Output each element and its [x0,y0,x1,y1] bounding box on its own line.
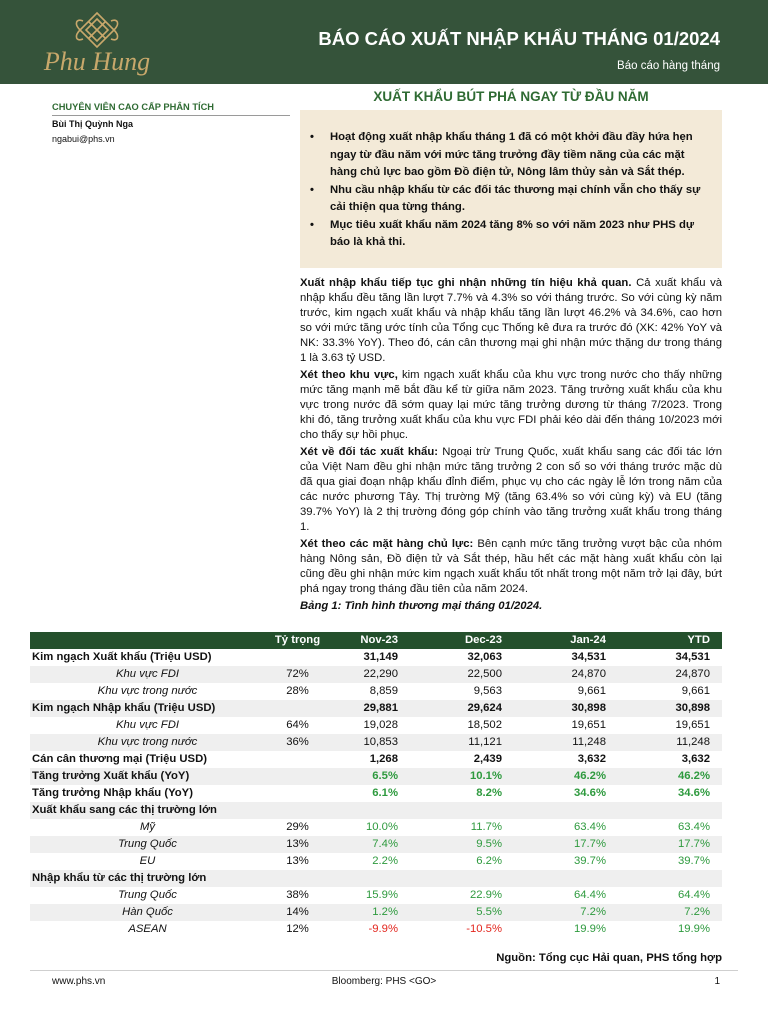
paragraph-text: kim ngạch xuất khẩu của khu vực trong nước cho thấy những mức tăng mạnh mẽ bắt đầu kể từ giữa năm 2023. Tăng trưởng xuất khẩu của khu vực trong nước đã sớm quay lại mức tăng trưởng dương từ tháng 7/2023. Trong khi đó, tăng trưởng xuất khẩu của khu vực FDI phải kéo dài đến tháng 10/2023 mới cho thấy sự hồi phục. [300,369,723,441]
weight-cell: 72% [265,666,330,683]
dec-23-cell: 5.5% [410,904,514,921]
jan-24-cell: 63.4% [573,821,606,833]
table-row [30,785,722,802]
table-head [30,632,722,649]
dec-23-cell: 10.1% [410,768,514,785]
table-row [30,666,722,683]
table-row [30,683,722,700]
nov-23-cell: 15.9% [365,889,398,901]
dec-23-cell: 29,624 [410,700,514,717]
weight-cell: 29% [286,821,309,833]
nov-23-cell: 22,290 [330,666,410,683]
analyst-name: Bùi Thị Quỳnh Nga [52,119,133,129]
ytd-cell: 9,661 [681,685,710,697]
row-label: Hàn Quốc [30,904,265,921]
bullet-icon: • [310,218,314,231]
table-body [30,649,722,938]
jan-24-cell: 64.4% [573,889,606,901]
table-row [30,649,722,666]
jan-24-column-header: Jan-24 [514,632,618,649]
dec-23-cell [410,802,514,819]
dec-23-cell: -10.5% [466,923,502,935]
ytd-cell: 34.6% [677,787,710,799]
weight-cell [265,700,330,717]
jan-24-cell [514,870,618,887]
paragraph-text: Bên cạnh mức tăng trưởng vượt bậc của nhóm hàng Nông sản, Đồ điện tử và Sắt thép, hầu hết các mặt hàng xuất khẩu còn lại cũng đều ghi nhận mức kim ngạch xuất khẩu tốt nhất trong một năm trở lại đây, bứt phá ngay trong tháng đầu tiên của năm 2024. [300,538,722,595]
logo-wordmark: Phu Hung [43,47,151,76]
jan-24-cell: 46.2% [514,768,618,785]
weight-cell: 38% [286,889,309,901]
row-label: Trung Quốc [118,889,177,901]
table-row [30,700,722,717]
highlights-list [310,129,712,252]
table-row [30,819,722,836]
row-label: Khu vực FDI [30,666,265,683]
nov-23-cell: -9.9% [368,923,398,935]
bullet-icon: • [310,183,314,196]
weight-cell [265,768,330,785]
table-row [30,734,722,751]
dec-23-cell: 2,439 [473,753,502,765]
paragraph-text: Cả xuất khẩu và nhập khẩu đều tăng lần lượt 7.7% và 4.3% so với tháng trước. So với cùng kỳ năm trước, kim ngạch xuất khẩu và nhập khẩu tăng lần lượt 46.2% và 34.6%, cao hơn so với mức tăng ước tính của Tổng cục Thống kê đưa ra trước đó (XK: 42% YoY và NK: 33.3% YoY). Theo đó, cán cân thương mại ghi nhận mức thặng dư trong tháng 1 là 3.63 tỷ USD. [300,277,723,364]
highlight-item [310,182,712,217]
nov-23-cell: 10,853 [330,734,410,751]
nov-23-cell: 6.5% [330,768,410,785]
dec-23-cell [410,870,514,887]
dec-23-cell: 9,563 [473,685,502,697]
ytd-column-header: YTD [618,632,722,649]
ytd-cell [618,870,722,887]
bloomberg-ticker: Bloomberg: PHS <GO> [331,976,437,987]
ytd-cell: 34,531 [675,651,710,663]
table-source: Nguồn: Tổng cục Hải quan, PHS tổng hợp [496,952,722,964]
nov-23-cell: 2.2% [372,855,398,867]
ytd-cell: 64.4% [677,889,710,901]
jan-24-cell: 17.7% [514,836,618,853]
ytd-cell: 11,248 [618,734,722,751]
highlight-item [310,217,712,252]
paragraph [300,445,722,535]
nov-23-cell: 31,149 [363,651,398,663]
dec-23-cell: 8.2% [476,787,502,799]
nov-23-cell: 29,881 [330,700,410,717]
dec-23-cell: 32,063 [467,651,502,663]
table-row [30,853,722,870]
body-text [300,276,722,614]
jan-24-cell: 9,661 [577,685,606,697]
ytd-cell: 19,651 [675,719,710,731]
nov-23-cell [330,802,410,819]
weight-cell: 28% [286,685,309,697]
row-label: Kim ngạch Nhập khẩu (Triệu USD) [30,700,265,717]
ytd-cell: 19.9% [677,923,710,935]
weight-cell: 36% [265,734,330,751]
ytd-cell: 17.7% [618,836,722,853]
highlight-text: Mục tiêu xuất khẩu năm 2024 tăng 8% so với năm 2023 như PHS dự báo là khả thi. [330,218,695,248]
row-label: Tăng trưởng Nhập khẩu (YoY) [32,787,193,799]
weight-cell [265,870,330,887]
weight-cell: 64% [286,719,309,731]
weight-cell: 13% [265,836,330,853]
table-section-row [30,802,722,819]
row-label: Tăng trưởng Xuất khẩu (YoY) [30,768,265,785]
jan-24-cell: 7.2% [514,904,618,921]
table-row [30,887,722,904]
knot-emblem-icon [76,13,117,47]
ytd-cell: 46.2% [618,768,722,785]
nov-23-cell: 10.0% [365,821,398,833]
paragraph-lead: Xét về đối tác xuất khẩu: [300,446,438,458]
jan-24-cell: 34,531 [571,651,606,663]
paragraph [300,276,722,366]
nov-23-cell: 1.2% [330,904,410,921]
page-footer [0,975,768,989]
weight-column-header: Tỷ trọng [265,632,330,649]
row-label: Nhập khẩu từ các thị trường lớn [30,870,265,887]
table-row [30,751,722,768]
jan-24-cell: 30,898 [514,700,618,717]
weight-cell [265,785,330,802]
jan-24-cell: 19.9% [573,923,606,935]
paragraph-text: Ngoại trừ Trung Quốc, xuất khẩu sang các đối tác lớn của Việt Nam đều ghi nhận mức tăng trưởng 2 con số so với tháng trước mặc dù đã qua giai đoạn nhập khẩu đỉnh điểm, phục vụ cho các ngày lễ lớn trong năm của các nước phương Tây. Thị trường Mỹ (tăng 63.4% so với cùng kỳ) và EU (tăng 39.7% YoY) là 2 thị trường đóng góp chính vào tăng trưởng xuất khẩu trong tháng 1. [300,446,722,533]
paragraph [300,537,722,597]
dec-23-cell: 11.7% [470,821,502,833]
ytd-cell: 63.4% [677,821,710,833]
jan-24-cell: 39.7% [573,855,606,867]
weight-cell [265,649,330,666]
page-number: 1 [714,976,720,987]
paragraph-lead: Xét theo khu vực, [300,369,398,381]
weight-cell [265,751,330,768]
highlights-box [300,110,722,268]
table-caption: Bảng 1: Tình hình thương mại tháng 01/2024. [300,600,543,612]
nov-23-cell: 19,028 [363,719,398,731]
row-label: Cán cân thương mại (Triệu USD) [32,753,208,765]
table-row [30,904,722,921]
ytd-cell: 3,632 [681,753,710,765]
table-row [30,768,722,785]
jan-24-cell [514,802,618,819]
highlight-item [310,129,712,182]
nov-23-cell: 1,268 [369,753,398,765]
ytd-cell: 7.2% [618,904,722,921]
highlight-text: Hoạt động xuất nhập khẩu tháng 1 đã có một khởi đầu đầy hứa hẹn ngay từ đầu năm với mức tăng trưởng đầy tiềm năng của các mặt hàng chủ lực bao gồm Đồ điện tử, Nông lâm thủy sản và Sắt thép. [330,131,693,178]
row-label: ASEAN [128,923,167,935]
paragraph [300,368,722,443]
row-label: Trung Quốc [30,836,265,853]
analyst-info [52,101,290,145]
row-label: Khu vực FDI [115,719,180,731]
row-label: EU [139,855,156,867]
jan-24-cell: 34.6% [573,787,606,799]
ytd-cell: 39.7% [677,855,710,867]
row-label: Mỹ [139,821,156,833]
bullet-icon: • [310,131,314,143]
phu-hung-logo [38,8,158,80]
table-row [30,717,722,734]
nov-23-cell: 6.1% [372,787,398,799]
jan-24-cell: 11,248 [514,734,618,751]
paragraph-lead: Xuất nhập khẩu tiếp tục ghi nhận những tín hiệu khả quan. [300,277,632,289]
dec-23-cell: 22.9% [469,889,502,901]
dec-23-cell: 18,502 [467,719,502,731]
row-label: Xuất khẩu sang các thị trường lớn [30,802,265,819]
weight-cell: 12% [286,923,309,935]
table-row [30,921,722,938]
weight-cell: 13% [286,855,309,867]
label-column-header [30,632,265,649]
nov-23-column-header: Nov-23 [330,632,410,649]
jan-24-cell: 24,870 [514,666,618,683]
row-label: Khu vực trong nước [30,734,265,751]
header-band [0,0,768,84]
nov-23-cell: 7.4% [330,836,410,853]
dec-23-column-header: Dec-23 [410,632,514,649]
weight-cell: 14% [265,904,330,921]
dec-23-cell: 22,500 [410,666,514,683]
dec-23-cell: 9.5% [410,836,514,853]
ytd-cell: 24,870 [618,666,722,683]
report-subtitle: Báo cáo hàng tháng [617,60,720,72]
footer-divider [30,970,738,971]
row-label: Khu vực trong nước [97,685,198,697]
ytd-cell: 30,898 [618,700,722,717]
row-label: Kim ngạch Xuất khẩu (Triệu USD) [32,651,212,663]
jan-24-cell: 3,632 [577,753,606,765]
report-headline: XUẤT KHẨU BÚT PHÁ NGAY TỪ ĐẦU NĂM [373,89,649,104]
analyst-email-link[interactable]: ngabui@phs.vn [52,134,115,144]
nov-23-cell: 8,859 [369,685,398,697]
paragraph-lead: Xét theo các mặt hàng chủ lực: [300,538,474,550]
dec-23-cell: 6.2% [476,855,502,867]
table-section-row [30,870,722,887]
weight-cell [265,802,330,819]
table-header-row [30,632,722,649]
ytd-cell [618,802,722,819]
analyst-role: CHUYÊN VIÊN CAO CẤP PHÂN TÍCH [52,101,290,116]
website-link[interactable]: www.phs.vn [52,976,106,987]
dec-23-cell: 11,121 [410,734,514,751]
jan-24-cell: 19,651 [571,719,606,731]
nov-23-cell [330,870,410,887]
table-row [30,836,722,853]
highlight-text: Nhu cầu nhập khẩu từ các đối tác thương mại chính vẫn cho thấy sự cải thiện qua từng tháng. [330,183,701,213]
report-title: BÁO CÁO XUẤT NHẬP KHẨU THÁNG 01/2024 [318,28,720,49]
trade-table [30,632,722,938]
